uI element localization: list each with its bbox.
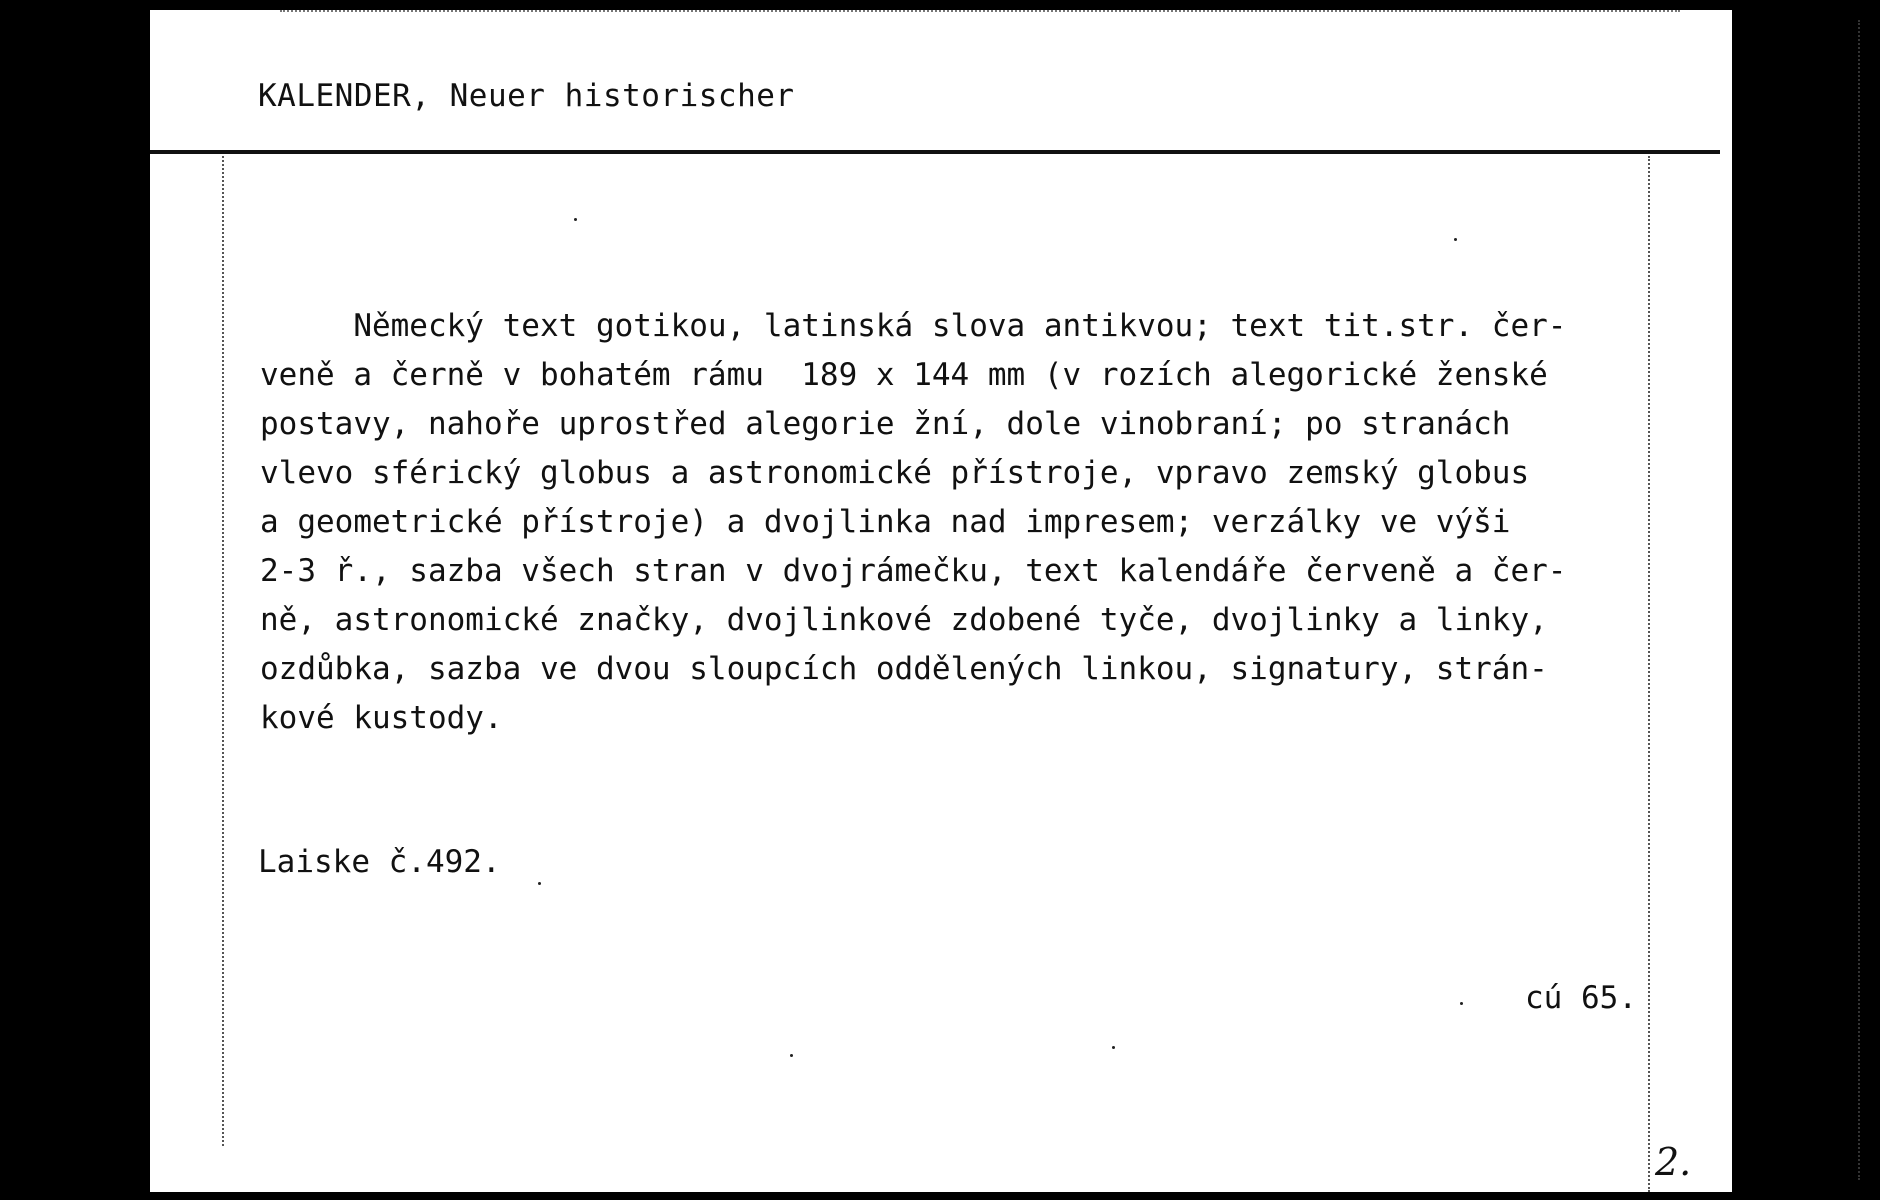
- description-line: veně a černě v bohatém rámu 189 x 144 mm (v rozích alegorické ženské: [260, 357, 1548, 393]
- header-rule: [150, 150, 1720, 154]
- left-margin-line: [222, 156, 224, 1146]
- description-line: Německý text gotikou, latinská slova antikvou; text tit.str. čer-: [260, 308, 1567, 344]
- description-line: ně, astronomické značky, dvojlinkové zdobené tyče, dvojlinky a linky,: [260, 602, 1548, 638]
- description-line: a geometrické přístroje) a dvojlinka nad impresem; verzálky ve výši: [260, 504, 1511, 540]
- scan-speck: [1460, 1002, 1463, 1005]
- description-line: 2-3 ř., sazba všech stran v dvojrámečku, text kalendáře červeně a čer-: [260, 553, 1567, 589]
- scan-speck: [790, 1054, 793, 1057]
- scan-noise-top: [280, 10, 1680, 18]
- scan-speck: [538, 882, 541, 885]
- description-line: postavy, nahoře uprostřed alegorie žní, dole vinobraní; po stranách: [260, 406, 1511, 442]
- scan-speck: [1112, 1046, 1115, 1049]
- scan-speck: [574, 218, 577, 221]
- catalog-card: [150, 10, 1732, 1192]
- scan-speck: [1454, 238, 1457, 241]
- scan-edge-noise: [1858, 20, 1860, 1180]
- description-line: ozdůbka, sazba ve dvou sloupcích oddělených linkou, signatury, strán-: [260, 651, 1548, 687]
- description-text: [260, 302, 1650, 743]
- description-line: kové kustody.: [260, 700, 503, 736]
- call-number: cú 65.: [1525, 980, 1637, 1016]
- description-line: vlevo sférický globus a astronomické přístroje, vpravo zemský globus: [260, 455, 1530, 491]
- card-heading: KALENDER, Neuer historischer: [258, 78, 795, 114]
- reference-citation: Laiske č.492.: [258, 844, 501, 880]
- page-number-mark: 2.: [1655, 1140, 1692, 1184]
